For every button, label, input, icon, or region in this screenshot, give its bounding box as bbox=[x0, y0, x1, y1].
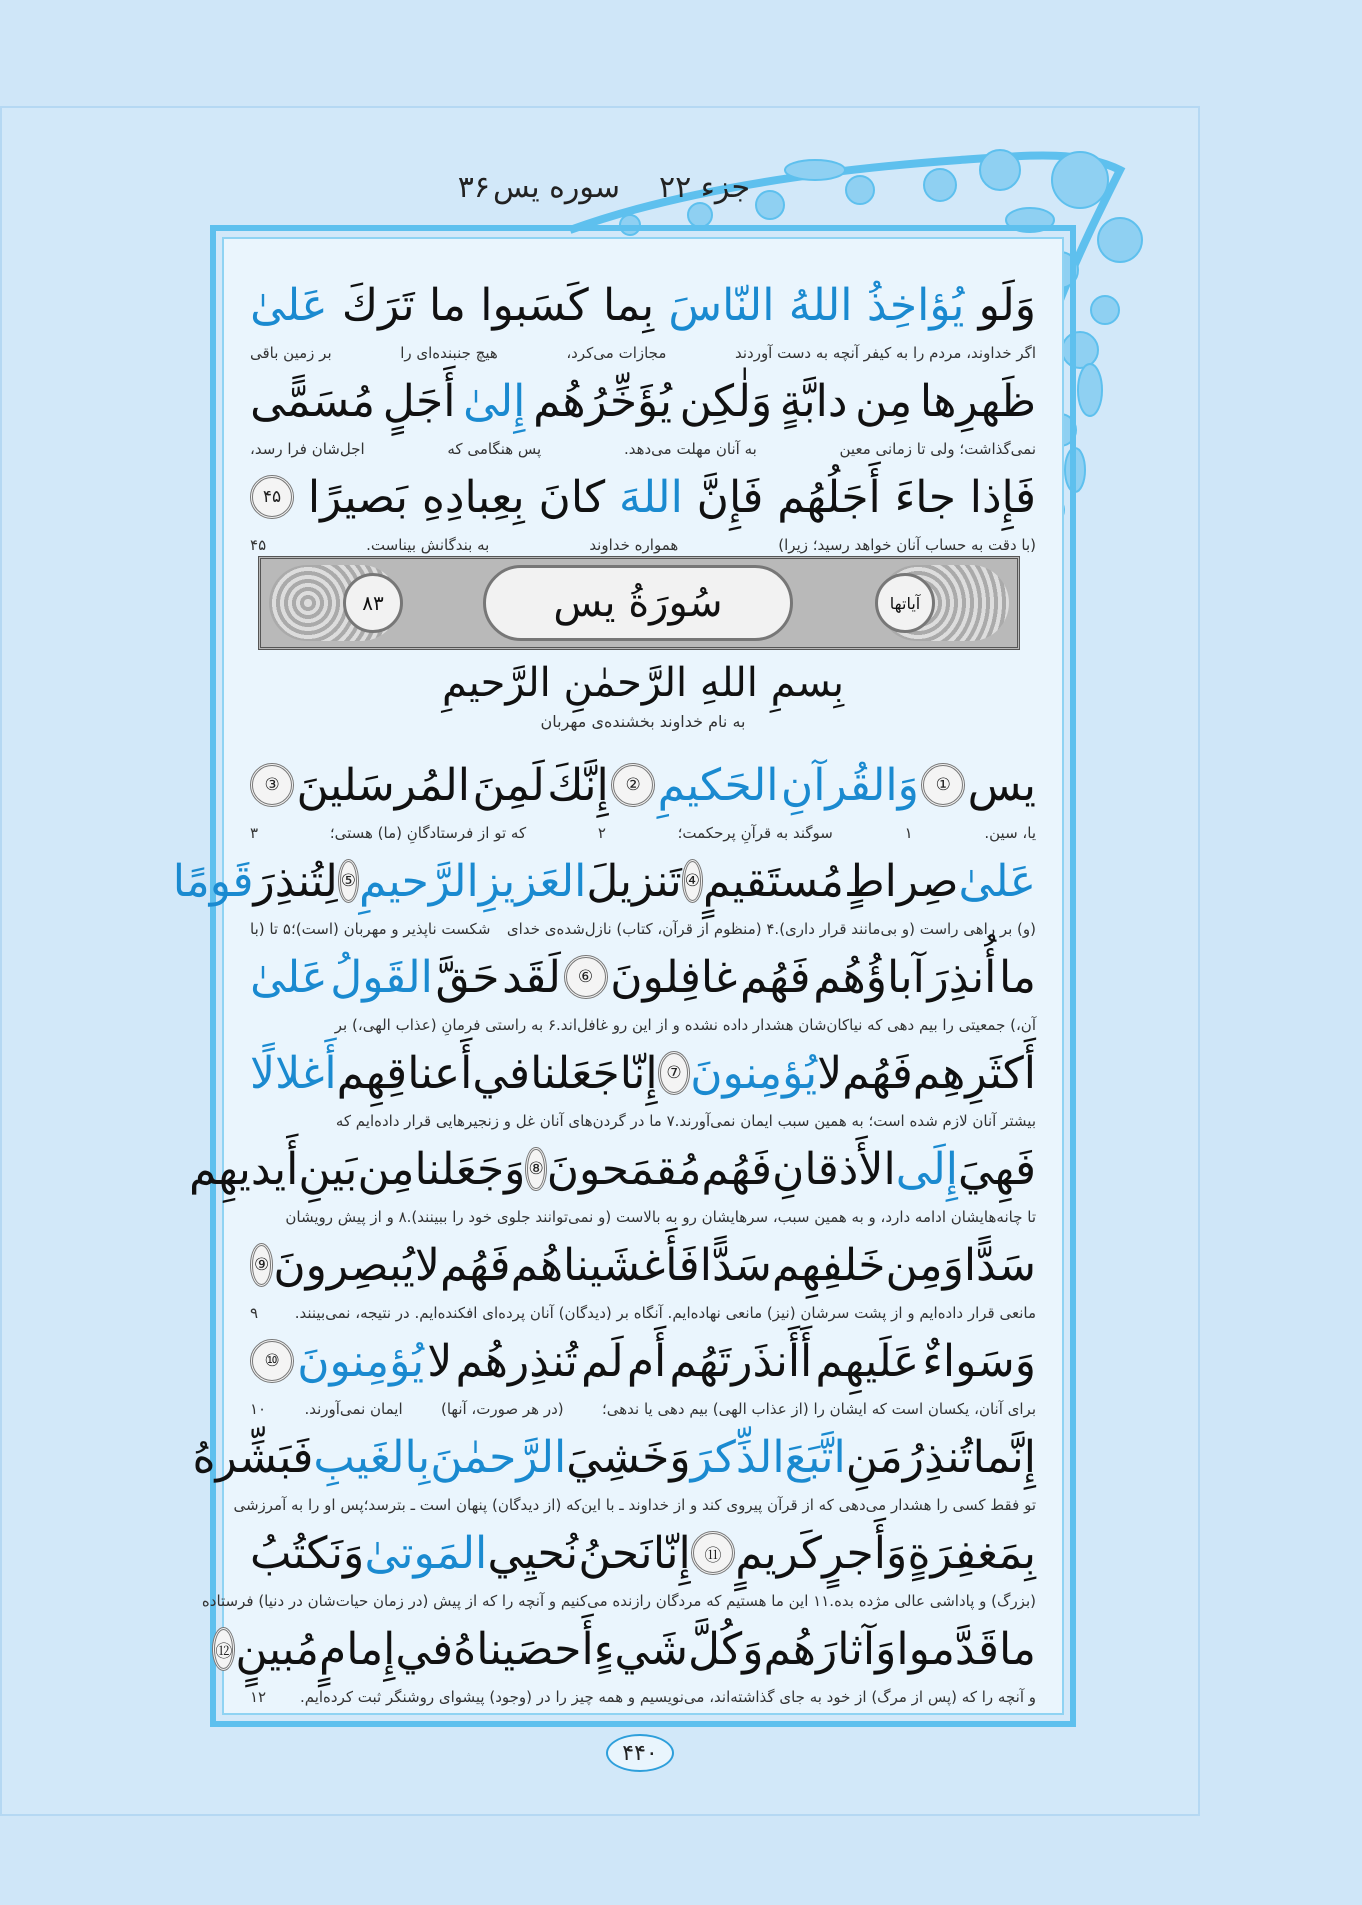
page-header bbox=[380, 170, 780, 216]
word: بِالغَيبِ bbox=[313, 1431, 431, 1483]
verse-line bbox=[215, 1614, 1036, 1684]
trans-seg: سوگند به قرآنِ پرحکمت؛ bbox=[677, 824, 833, 842]
trans-seg: شکست ناپذیر و مهربان (است)؛۵ تا (با bbox=[250, 920, 491, 938]
word: الرَّحمٰنَ bbox=[430, 1431, 567, 1483]
translation-line bbox=[250, 820, 1036, 846]
word: إِلَى bbox=[895, 1143, 958, 1195]
translation-line bbox=[250, 436, 1036, 462]
word: إِنَّكَ bbox=[547, 759, 609, 811]
word: كَسَبوا bbox=[480, 279, 589, 331]
trans-seg: ۴۵ bbox=[250, 536, 267, 554]
word: مِن bbox=[855, 375, 913, 427]
word: المَوتىٰ bbox=[364, 1527, 488, 1579]
word: بِما bbox=[603, 279, 655, 331]
trans-seg: بیشتر آنان لازم شده است؛ به همین سبب ایمان نمی‌آورند.۷ ما در گردن‌های آنان غل و زنجیرهایی قرار داده‌ایم که bbox=[335, 1112, 1036, 1130]
word: فَهِيَ bbox=[958, 1143, 1036, 1195]
verse-line bbox=[250, 1230, 1036, 1300]
page-number-oval: ۴۴۰ bbox=[606, 1734, 674, 1772]
word: ما bbox=[999, 1623, 1036, 1675]
word: أَعناقِهِم bbox=[336, 1047, 473, 1099]
word: وَآثارَهُم bbox=[763, 1623, 897, 1675]
verse-line bbox=[250, 366, 1036, 436]
trans-seg: ایمان نمی‌آورند. bbox=[304, 1400, 403, 1418]
word: تُنذِرهُم bbox=[455, 1335, 578, 1387]
word: في bbox=[395, 1623, 454, 1675]
word: نَحنُ bbox=[578, 1527, 653, 1579]
trans-seg: (بزرگ) و پاداشی عالی مژده بده.۱۱ این ما هستیم که مردگان رازنده می‌کنیم و آنچه را که از پیش (در زمان حیات‌شان در دنیا) فرستاده bbox=[201, 1592, 1036, 1610]
word: الذِّكرَ bbox=[690, 1431, 785, 1483]
word: عَلىٰ bbox=[958, 855, 1036, 907]
translation-line bbox=[250, 1684, 1036, 1710]
word: ظَهرِها bbox=[919, 375, 1036, 427]
bismillah: بِسمِ اللهِ الرَّحمٰنِ الرَّحيمِ bbox=[441, 660, 845, 706]
trans-seg: آن،) جمعیتی را بیم دهی که نیاکان‌شان هشدار داده نشده و از این رو غافل‌اند.۶ به راستی فرمانِ (عذاب الهی،) بر bbox=[334, 1016, 1036, 1034]
translation-line bbox=[201, 1588, 1036, 1614]
ayat-count: ۸۳ bbox=[343, 573, 403, 633]
word: وَلَو bbox=[978, 279, 1036, 331]
verse-line bbox=[250, 1518, 1036, 1588]
word: قَومًا bbox=[172, 855, 254, 907]
word: مُسَمًّى bbox=[250, 375, 376, 427]
translation-line bbox=[250, 532, 1036, 558]
word: إِنَّما bbox=[972, 1431, 1036, 1483]
surah-label: سوره یس bbox=[493, 170, 620, 205]
word: حَقَّ bbox=[435, 951, 500, 1003]
verse-block-1 bbox=[250, 270, 1036, 558]
translation-line bbox=[250, 1396, 1036, 1422]
word: القَولُ bbox=[330, 951, 433, 1003]
trans-seg: (و) بر راهی راست (و بی‌مانند قرار داری).۴ (منظوم از قرآن، کتاب) نازل‌شده‌ی خدای bbox=[506, 920, 1036, 938]
trans-seg: به بندگانش بیناست. bbox=[366, 536, 490, 554]
trans-seg: اگر خداوند، مردم را به کیفر آنچه به دست آوردند bbox=[734, 344, 1036, 362]
page-number bbox=[600, 1728, 680, 1778]
word: إِلىٰ bbox=[463, 375, 526, 427]
verse-number-medal: ⑦ bbox=[658, 1051, 691, 1095]
trans-seg: پس هنگامی که bbox=[447, 440, 542, 458]
word: يس bbox=[967, 759, 1036, 811]
trans-seg: مجازات می‌کرد، bbox=[566, 344, 667, 362]
word: العَزيزِ bbox=[478, 855, 587, 907]
word: فَهُم bbox=[701, 1143, 773, 1195]
word: قَدَّموا bbox=[896, 1623, 1000, 1675]
verse-number-medal: ④ bbox=[682, 859, 703, 903]
word: آباؤُهُم bbox=[813, 951, 925, 1003]
word: بَينِ bbox=[298, 1143, 358, 1195]
trans-seg: ۲ bbox=[597, 824, 606, 842]
verse-number-medal: ⑨ bbox=[250, 1243, 273, 1287]
word: سَدًّا bbox=[963, 1239, 1036, 1291]
word: أَأَنذَرتَهُم bbox=[669, 1335, 813, 1387]
juz-label: جزء ۲۲ bbox=[659, 170, 750, 205]
translation-line bbox=[250, 1012, 1036, 1038]
word: يُؤاخِذُ bbox=[866, 279, 965, 331]
word: غافِلونَ bbox=[610, 951, 738, 1003]
verse-line bbox=[172, 846, 1036, 916]
trans-seg: ۱ bbox=[904, 824, 913, 842]
word: وَلٰكِن bbox=[679, 375, 773, 427]
word: المُرسَلينَ bbox=[296, 759, 471, 811]
verse-line bbox=[250, 270, 1036, 340]
word: مَنِ bbox=[845, 1431, 903, 1483]
verse-number-medal: ⑥ bbox=[564, 955, 608, 999]
word: الأَذقانِ bbox=[772, 1143, 896, 1195]
word: اللهَ bbox=[619, 471, 683, 523]
word: أُنذِرَ bbox=[927, 951, 997, 1003]
verse-line bbox=[189, 1134, 1036, 1204]
trans-seg: و آنچه را که (پس از مرگ) از خود به جای گذاشته‌اند، می‌نویسیم و همه چیز را در (وجود) پیشوای روشنگر ثبت کرده‌ایم. bbox=[299, 1688, 1036, 1706]
verse-line bbox=[250, 750, 1036, 820]
word: اتَّبَعَ bbox=[784, 1431, 846, 1483]
word: دابَّةٍ bbox=[779, 375, 848, 427]
verse-number-medal: ⑩ bbox=[250, 1339, 294, 1383]
word: تُنذِرُ bbox=[902, 1431, 973, 1483]
translation-line bbox=[233, 1492, 1036, 1518]
word: وَجَعَلنا bbox=[414, 1143, 526, 1195]
trans-seg: که تو از فرستادگانِ (ما) هستی؛ bbox=[329, 824, 527, 842]
verse-number-medal: ⑧ bbox=[525, 1147, 546, 1191]
word: أَكثَرِهِم bbox=[912, 1047, 1036, 1099]
trans-seg: ۳ bbox=[250, 824, 259, 842]
word: وَسَواءٌ bbox=[922, 1335, 1036, 1387]
translation-line bbox=[250, 340, 1036, 366]
ayat-label: آیاتها bbox=[875, 573, 935, 633]
word: ما bbox=[999, 951, 1036, 1003]
verse-block-2 bbox=[172, 750, 1036, 1710]
surah-number: ۳۶ bbox=[457, 170, 490, 205]
word: تَنزيلَ bbox=[586, 855, 682, 907]
verse-number-medal: ⑤ bbox=[338, 859, 359, 903]
word: عَلىٰ bbox=[250, 951, 328, 1003]
verse-number-medal: ② bbox=[611, 763, 655, 807]
word: فَهُم bbox=[739, 951, 811, 1003]
word: يُؤمِنونَ bbox=[297, 1335, 425, 1387]
word: لا bbox=[427, 1335, 453, 1387]
word: أَيديهِم bbox=[189, 1143, 299, 1195]
word: أَجَلُهُم bbox=[777, 471, 881, 523]
verse-line bbox=[250, 1326, 1036, 1396]
translation-line bbox=[250, 1300, 1036, 1326]
trans-seg: اجل‌شان فرا رسد، bbox=[250, 440, 365, 458]
verse-number-medal: ⑫ bbox=[212, 1627, 235, 1671]
word: فَهُم bbox=[842, 1047, 913, 1099]
word: كانَ bbox=[538, 471, 606, 523]
translation-line bbox=[250, 1204, 1036, 1230]
word: وَالقُرآنِ bbox=[780, 759, 919, 811]
word: فَإِنَّ bbox=[696, 471, 764, 523]
word: الرَّحيمِ bbox=[359, 855, 479, 907]
word: فَبَشِّرهُ bbox=[192, 1431, 314, 1483]
word: اللهُ bbox=[788, 279, 853, 331]
trans-seg: مانعی قرار داده‌ایم و از پشت سرشان (نیز) مانعی نهاده‌ایم. آنگاه بر (دیدگان) آنان پرده‌ای افکنده‌ایم. در نتیجه، نمی‌بینند. bbox=[294, 1304, 1036, 1322]
word: فَأَغشَيناهُم bbox=[510, 1239, 700, 1291]
trans-seg: نمی‌گذاشت؛ ولی تا زمانی معین bbox=[839, 440, 1036, 458]
word: الحَكيمِ bbox=[657, 759, 779, 811]
word: فَهُم bbox=[439, 1239, 511, 1291]
word: وَنَكتُبُ bbox=[250, 1527, 365, 1579]
trans-seg: برای آنان، یکسان است که ایشان را (از عذاب الهی) بیم دهی یا ندهی؛ bbox=[601, 1400, 1036, 1418]
word: أَجَلٍ bbox=[382, 375, 456, 427]
word: شَيءٍ bbox=[593, 1623, 688, 1675]
word: في bbox=[472, 1047, 531, 1099]
word: فَإِذا bbox=[969, 471, 1036, 523]
trans-seg: ۱۰ bbox=[250, 1400, 267, 1418]
word: سَدًّا bbox=[699, 1239, 772, 1291]
trans-seg: ۹ bbox=[250, 1304, 259, 1322]
word: بَصيرًا bbox=[307, 471, 409, 523]
trans-seg: (در هر صورت، آنها) bbox=[440, 1400, 564, 1418]
translation-line bbox=[250, 916, 1036, 942]
verse-number-medal: ① bbox=[921, 763, 965, 807]
word: تَرَكَ bbox=[341, 279, 415, 331]
trans-seg: به آنان مهلت می‌دهد. bbox=[623, 440, 757, 458]
word: عَلىٰ bbox=[250, 279, 328, 331]
surah-title: سُورَةُ يس bbox=[483, 565, 793, 641]
surah-title-box bbox=[258, 556, 1020, 650]
verse-number-medal: ⑪ bbox=[691, 1531, 735, 1575]
word: صِراطٍ bbox=[843, 855, 959, 907]
word: وَكُلَّ bbox=[687, 1623, 764, 1675]
trans-seg: تو فقط کسی را هشدار می‌دهی که از قرآن پیروی کند و از خداوند ـ با این‌که (از دیدگان) پنهان است ـ بترسد؛ bbox=[363, 1496, 1036, 1514]
word: جَعَلنا bbox=[530, 1047, 620, 1099]
trans-seg: بر زمین باقی bbox=[250, 344, 332, 362]
trans-seg: یا، سین. bbox=[984, 824, 1036, 842]
word: إِمامٍ bbox=[318, 1623, 396, 1675]
word: لَم bbox=[580, 1335, 624, 1387]
trans-seg: پس او را به آمرزشی bbox=[233, 1496, 364, 1514]
word: ما bbox=[428, 279, 466, 331]
trans-seg: (با دقت به حساب آنان خواهد رسید؛ زیرا) bbox=[778, 536, 1036, 554]
word: أَغلالًا bbox=[250, 1047, 337, 1099]
word: بِمَغفِرَةٍ bbox=[907, 1527, 1036, 1579]
bismillah-translation: به نام خداوند بخشنده‌ی مهربان bbox=[540, 712, 746, 731]
word: مِن bbox=[357, 1143, 415, 1195]
word: وَمِن bbox=[885, 1239, 964, 1291]
word: لا bbox=[817, 1047, 843, 1099]
word: مُقمَحونَ bbox=[546, 1143, 702, 1195]
word: جاءَ bbox=[894, 471, 956, 523]
word: النّاسَ bbox=[668, 279, 775, 331]
trans-seg: ۱۲ bbox=[250, 1688, 267, 1706]
word: كَريمٍ bbox=[735, 1527, 823, 1579]
word: عَلَيهِم bbox=[815, 1335, 920, 1387]
word: لَمِنَ bbox=[472, 759, 545, 811]
translation-line bbox=[250, 1108, 1036, 1134]
word: أَم bbox=[626, 1335, 667, 1387]
word: وَخَشِيَ bbox=[566, 1431, 691, 1483]
trans-seg: تا چانه‌هایشان ادامه دارد، و به همین سبب، سرهایشان رو به بالاست (و نمی‌توانند جلوی خود را ببینند).۸ و از پیش رویشان bbox=[285, 1208, 1036, 1226]
verse-line bbox=[250, 1038, 1036, 1108]
word: بِعِبادِهِ bbox=[421, 471, 525, 523]
word: خَلفِهِم bbox=[771, 1239, 886, 1291]
word: مُستَقيمٍ bbox=[703, 855, 844, 907]
word: لا bbox=[414, 1239, 440, 1291]
word: وَأَجرٍ bbox=[822, 1527, 908, 1579]
word: إِنّا bbox=[619, 1047, 658, 1099]
verse-number-medal: ۴۵ bbox=[250, 475, 294, 519]
word: نُحيِي bbox=[487, 1527, 579, 1579]
trans-seg: هیچ جنبنده‌ای را bbox=[400, 344, 498, 362]
word: يُؤمِنونَ bbox=[690, 1047, 818, 1099]
verse-line bbox=[192, 1422, 1036, 1492]
word: مُبينٍ bbox=[235, 1623, 319, 1675]
word: يُؤَخِّرُهُم bbox=[533, 375, 673, 427]
word: لِتُنذِرَ bbox=[253, 855, 338, 907]
word: أَحصَيناهُ bbox=[453, 1623, 594, 1675]
word: لَقَد bbox=[502, 951, 561, 1003]
verse-line bbox=[250, 942, 1036, 1012]
verse-number-medal: ③ bbox=[250, 763, 294, 807]
word: يُبصِرونَ bbox=[273, 1239, 415, 1291]
trans-seg: همواره خداوند bbox=[589, 536, 679, 554]
verse-line bbox=[250, 462, 1036, 532]
word: إِنّا bbox=[652, 1527, 691, 1579]
